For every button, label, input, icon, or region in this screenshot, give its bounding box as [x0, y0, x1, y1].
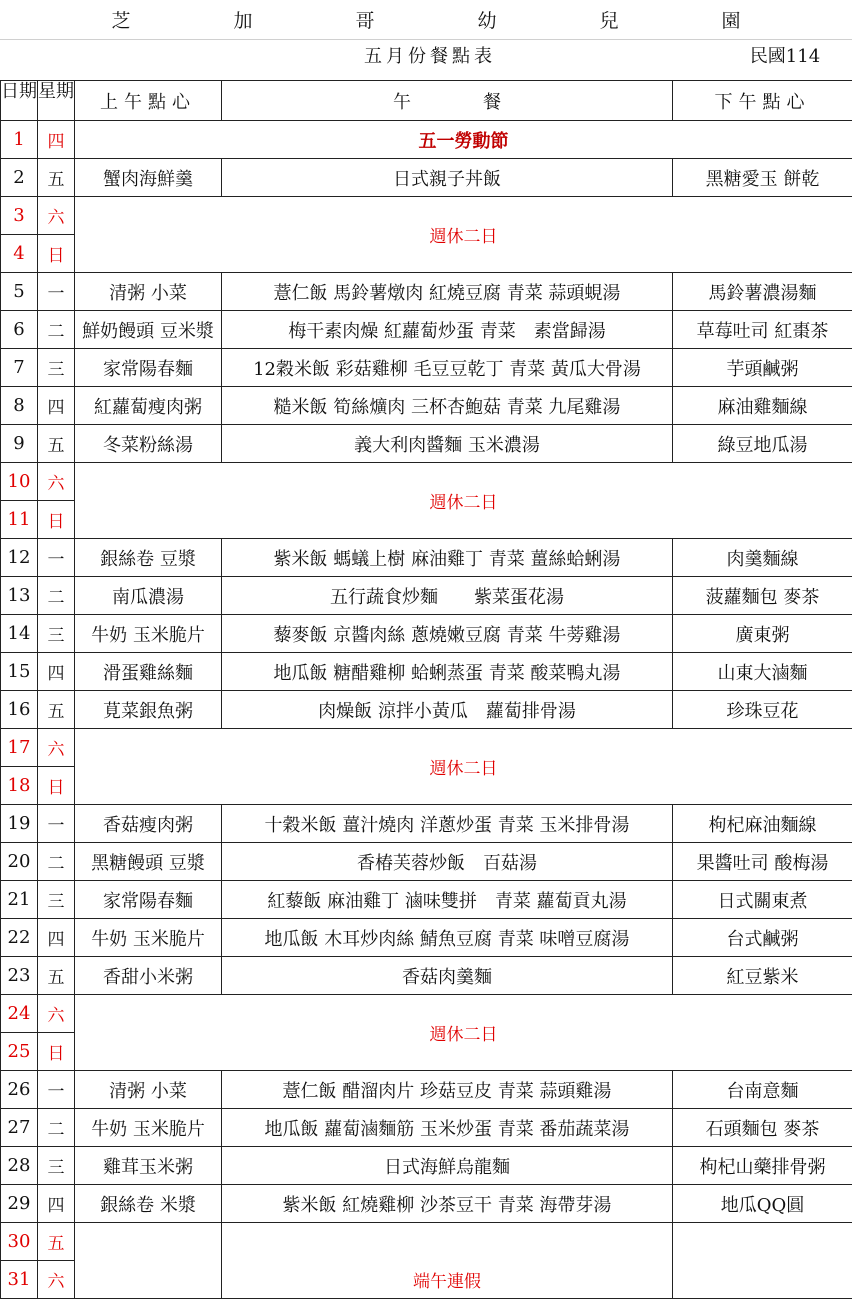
table-row	[1, 615, 852, 653]
lunch-cell: 五行蔬食炒麵 紫菜蛋花湯	[222, 577, 673, 615]
weekday-cell: 五	[38, 159, 75, 197]
lunch-cell: 梅干素肉燥 紅蘿蔔炒蛋 青菜 素當歸湯	[222, 311, 673, 349]
lunch-cell: 日式親子丼飯	[222, 159, 673, 197]
table-row	[1, 311, 852, 349]
day-cell: 30	[1, 1223, 38, 1261]
morning-snack-cell: 家常陽春麵	[75, 881, 222, 919]
holiday-label: 五一勞動節	[75, 121, 852, 159]
day-cell: 22	[1, 919, 38, 957]
col-day-header: 日期	[1, 81, 38, 121]
morning-snack-cell: 清粥 小菜	[75, 273, 222, 311]
table-row	[1, 729, 852, 767]
day-cell: 15	[1, 653, 38, 691]
day-cell: 3	[1, 197, 38, 235]
col-afternoon-header: 下午點心	[673, 81, 852, 121]
subtitle-bar	[0, 40, 852, 68]
afternoon-snack-cell: 台南意麵	[673, 1071, 852, 1109]
morning-snack-cell: 香菇瘦肉粥	[75, 805, 222, 843]
table-row	[1, 159, 852, 197]
page-title: 芝 加 哥 幼 兒 園	[0, 0, 852, 40]
col-morning-header: 上午點心	[75, 81, 222, 121]
afternoon-snack-cell: 枸杞麻油麵線	[673, 805, 852, 843]
weekday-cell: 六	[38, 995, 75, 1033]
col-weekday-header: 星期	[38, 81, 75, 121]
weekday-cell: 五	[38, 691, 75, 729]
weekday-cell: 日	[38, 235, 75, 273]
morning-snack-cell: 黑糖饅頭 豆漿	[75, 843, 222, 881]
morning-snack-cell: 銀絲卷 豆漿	[75, 539, 222, 577]
weekday-cell: 四	[38, 387, 75, 425]
day-cell: 12	[1, 539, 38, 577]
afternoon-snack-cell: 石頭麵包 麥茶	[673, 1109, 852, 1147]
lunch-cell: 香菇肉羹麵	[222, 957, 673, 995]
weekday-cell: 三	[38, 349, 75, 387]
lunch-cell: 地瓜飯 蘿蔔滷麵筋 玉米炒蛋 青菜 番茄蔬菜湯	[222, 1109, 673, 1147]
weekday-cell: 日	[38, 1033, 75, 1071]
table-row	[1, 691, 852, 729]
afternoon-snack-cell: 枸杞山藥排骨粥	[673, 1147, 852, 1185]
day-cell: 9	[1, 425, 38, 463]
afternoon-snack-cell: 山東大滷麵	[673, 653, 852, 691]
weekday-cell: 二	[38, 311, 75, 349]
lunch-cell: 薏仁飯 醋溜肉片 珍菇豆皮 青菜 蒜頭雞湯	[222, 1071, 673, 1109]
afternoon-snack-cell: 日式關東煮	[673, 881, 852, 919]
weekend-label: 週休二日	[75, 463, 852, 539]
weekday-cell: 二	[38, 843, 75, 881]
day-cell: 5	[1, 273, 38, 311]
weekday-cell: 三	[38, 615, 75, 653]
day-cell: 17	[1, 729, 38, 767]
empty-afternoon-cell	[673, 1223, 852, 1261]
afternoon-snack-cell: 肉羹麵線	[673, 539, 852, 577]
weekend-label: 週休二日	[75, 995, 852, 1071]
table-row	[1, 197, 852, 235]
weekday-cell: 一	[38, 1071, 75, 1109]
empty-morning-cell	[75, 1261, 222, 1299]
empty-morning-cell	[75, 1223, 222, 1261]
day-cell: 16	[1, 691, 38, 729]
day-cell: 13	[1, 577, 38, 615]
table-row	[1, 653, 852, 691]
afternoon-snack-cell: 菠蘿麵包 麥茶	[673, 577, 852, 615]
weekday-cell: 六	[38, 463, 75, 501]
weekday-cell: 三	[38, 1147, 75, 1185]
table-row	[1, 349, 852, 387]
weekday-cell: 六	[38, 729, 75, 767]
day-cell: 27	[1, 1109, 38, 1147]
dragon-boat-holiday-label: 端午連假	[222, 1261, 673, 1299]
weekday-cell: 四	[38, 1185, 75, 1223]
afternoon-snack-cell: 芋頭鹹粥	[673, 349, 852, 387]
day-cell: 20	[1, 843, 38, 881]
weekday-cell: 二	[38, 577, 75, 615]
lunch-cell: 義大利肉醬麵 玉米濃湯	[222, 425, 673, 463]
morning-snack-cell: 冬菜粉絲湯	[75, 425, 222, 463]
table-row	[1, 425, 852, 463]
weekday-cell: 三	[38, 881, 75, 919]
day-cell: 19	[1, 805, 38, 843]
afternoon-snack-cell: 草莓吐司 紅棗茶	[673, 311, 852, 349]
day-cell: 7	[1, 349, 38, 387]
day-cell: 28	[1, 1147, 38, 1185]
weekday-cell: 四	[38, 919, 75, 957]
morning-snack-cell: 蟹肉海鮮羹	[75, 159, 222, 197]
day-cell: 21	[1, 881, 38, 919]
empty-afternoon-cell	[673, 1261, 852, 1299]
table-row	[1, 995, 852, 1033]
afternoon-snack-cell: 馬鈴薯濃湯麵	[673, 273, 852, 311]
day-cell: 25	[1, 1033, 38, 1071]
day-cell: 4	[1, 235, 38, 273]
weekday-cell: 一	[38, 805, 75, 843]
morning-snack-cell: 香甜小米粥	[75, 957, 222, 995]
day-cell: 18	[1, 767, 38, 805]
table-row	[1, 121, 852, 159]
table-row	[1, 1261, 852, 1299]
afternoon-snack-cell: 麻油雞麵線	[673, 387, 852, 425]
afternoon-snack-cell: 珍珠豆花	[673, 691, 852, 729]
col-lunch-header: 午 餐	[222, 81, 673, 121]
lunch-cell: 地瓜飯 糖醋雞柳 蛤蜊蒸蛋 青菜 酸菜鴨丸湯	[222, 653, 673, 691]
morning-snack-cell: 清粥 小菜	[75, 1071, 222, 1109]
afternoon-snack-cell: 廣東粥	[673, 615, 852, 653]
morning-snack-cell: 紅蘿蔔瘦肉粥	[75, 387, 222, 425]
day-cell: 8	[1, 387, 38, 425]
table-row	[1, 387, 852, 425]
menu-table	[0, 80, 852, 1299]
lunch-cell: 12穀米飯 彩菇雞柳 毛豆豆乾丁 青菜 黃瓜大骨湯	[222, 349, 673, 387]
lunch-cell: 紫米飯 螞蟻上樹 麻油雞丁 青菜 薑絲蛤蜊湯	[222, 539, 673, 577]
lunch-cell: 薏仁飯 馬鈴薯燉肉 紅燒豆腐 青菜 蒜頭蜆湯	[222, 273, 673, 311]
weekday-cell: 日	[38, 501, 75, 539]
lunch-cell: 糙米飯 筍絲爌肉 三杯杏鮑菇 青菜 九尾雞湯	[222, 387, 673, 425]
morning-snack-cell: 南瓜濃湯	[75, 577, 222, 615]
lunch-cell: 藜麥飯 京醬肉絲 蔥燒嫩豆腐 青菜 牛蒡雞湯	[222, 615, 673, 653]
spacer	[0, 68, 852, 80]
lunch-cell: 肉燥飯 涼拌小黃瓜 蘿蔔排骨湯	[222, 691, 673, 729]
table-row	[1, 805, 852, 843]
table-row	[1, 1071, 852, 1109]
day-cell: 26	[1, 1071, 38, 1109]
weekday-cell: 一	[38, 539, 75, 577]
table-row	[1, 1109, 852, 1147]
weekday-cell: 六	[38, 1261, 75, 1299]
lunch-cell: 紫米飯 紅燒雞柳 沙茶豆干 青菜 海帶芽湯	[222, 1185, 673, 1223]
day-cell: 24	[1, 995, 38, 1033]
weekend-label: 週休二日	[75, 729, 852, 805]
day-cell: 2	[1, 159, 38, 197]
day-cell: 6	[1, 311, 38, 349]
lunch-cell: 紅藜飯 麻油雞丁 滷味雙拼 青菜 蘿蔔貢丸湯	[222, 881, 673, 919]
weekday-cell: 五	[38, 1223, 75, 1261]
morning-snack-cell: 雞茸玉米粥	[75, 1147, 222, 1185]
afternoon-snack-cell: 果醬吐司 酸梅湯	[673, 843, 852, 881]
lunch-cell: 十穀米飯 薑汁燒肉 洋蔥炒蛋 青菜 玉米排骨湯	[222, 805, 673, 843]
weekday-cell: 一	[38, 273, 75, 311]
afternoon-snack-cell: 紅豆紫米	[673, 957, 852, 995]
table-row	[1, 273, 852, 311]
morning-snack-cell: 牛奶 玉米脆片	[75, 919, 222, 957]
afternoon-snack-cell: 綠豆地瓜湯	[673, 425, 852, 463]
weekday-cell: 四	[38, 653, 75, 691]
morning-snack-cell: 莧菜銀魚粥	[75, 691, 222, 729]
day-cell: 31	[1, 1261, 38, 1299]
lunch-cell: 地瓜飯 木耳炒肉絲 鯖魚豆腐 青菜 味噌豆腐湯	[222, 919, 673, 957]
weekday-cell: 六	[38, 197, 75, 235]
day-cell: 10	[1, 463, 38, 501]
day-cell: 14	[1, 615, 38, 653]
weekend-label: 週休二日	[75, 197, 852, 273]
weekday-cell: 二	[38, 1109, 75, 1147]
table-row	[1, 843, 852, 881]
weekday-cell: 五	[38, 957, 75, 995]
table-row	[1, 577, 852, 615]
table-row	[1, 463, 852, 501]
table-row	[1, 1223, 852, 1261]
morning-snack-cell: 家常陽春麵	[75, 349, 222, 387]
table-header-row	[1, 81, 852, 121]
empty-lunch-cell	[222, 1223, 673, 1261]
table-row	[1, 881, 852, 919]
morning-snack-cell: 銀絲卷 米漿	[75, 1185, 222, 1223]
lunch-cell: 日式海鮮烏龍麵	[222, 1147, 673, 1185]
table-row	[1, 1185, 852, 1223]
lunch-cell: 香椿芙蓉炒飯 百菇湯	[222, 843, 673, 881]
morning-snack-cell: 鮮奶饅頭 豆米漿	[75, 311, 222, 349]
afternoon-snack-cell: 黑糖愛玉 餅乾	[673, 159, 852, 197]
morning-snack-cell: 牛奶 玉米脆片	[75, 1109, 222, 1147]
year-label: 民國114	[749, 46, 821, 67]
weekday-cell: 五	[38, 425, 75, 463]
day-cell: 11	[1, 501, 38, 539]
afternoon-snack-cell: 地瓜QQ圓	[673, 1185, 852, 1223]
table-row	[1, 1147, 852, 1185]
day-cell: 23	[1, 957, 38, 995]
table-row	[1, 957, 852, 995]
day-cell: 29	[1, 1185, 38, 1223]
weekday-cell: 日	[38, 767, 75, 805]
table-row	[1, 919, 852, 957]
morning-snack-cell: 滑蛋雞絲麵	[75, 653, 222, 691]
morning-snack-cell: 牛奶 玉米脆片	[75, 615, 222, 653]
table-row	[1, 539, 852, 577]
day-cell: 1	[1, 121, 38, 159]
menu-subtitle: 五月份餐點表	[364, 46, 496, 67]
afternoon-snack-cell: 台式鹹粥	[673, 919, 852, 957]
weekday-cell: 四	[38, 121, 75, 159]
